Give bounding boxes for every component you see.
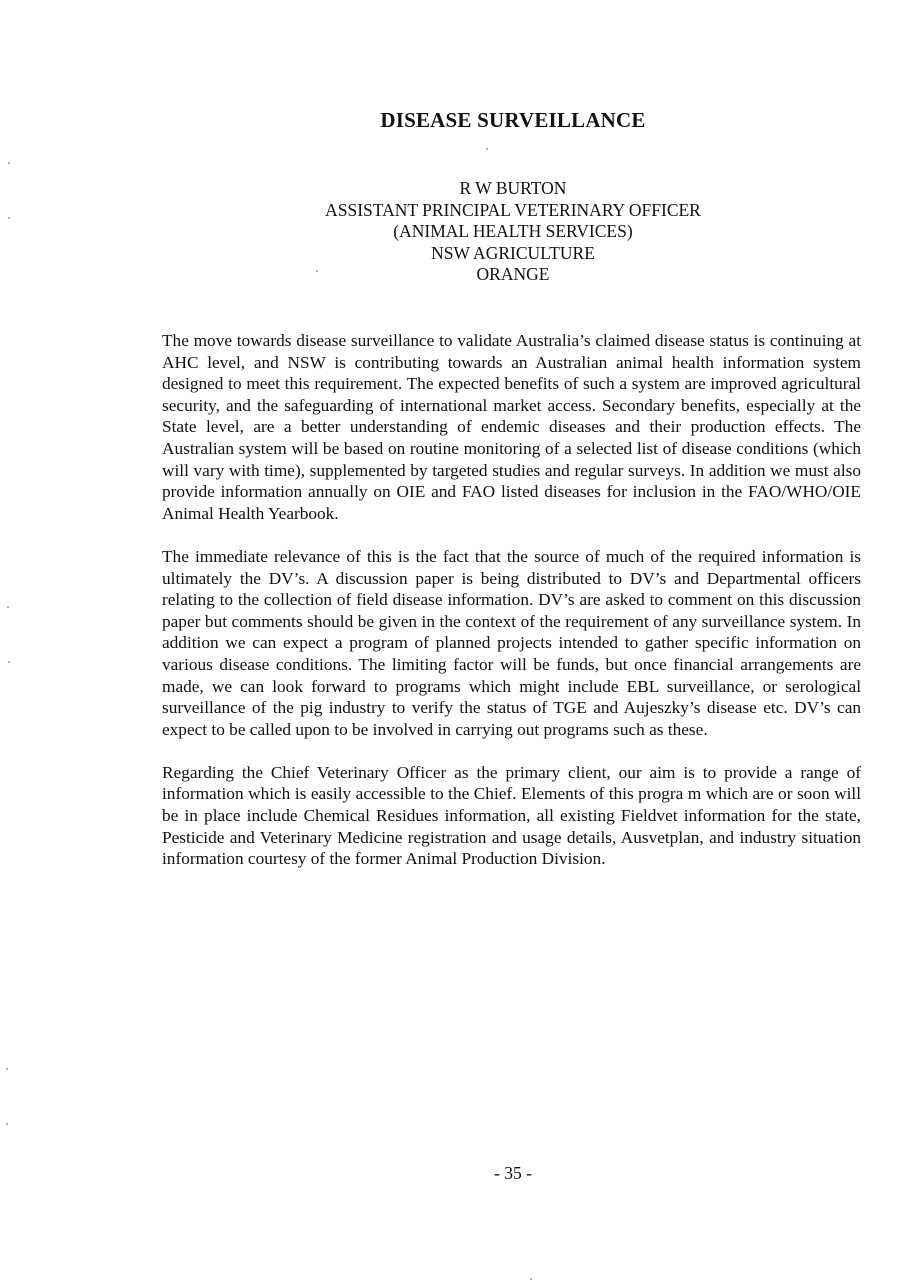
page-number: - 35 -	[494, 1163, 532, 1183]
scan-speck	[530, 1278, 532, 1280]
scan-speck	[8, 162, 10, 164]
author-organisation: NSW AGRICULTURE	[431, 242, 595, 263]
author-position: ASSISTANT PRINCIPAL VETERINARY OFFICER	[325, 199, 701, 220]
paragraph: Regarding the Chief Veterinary Officer as the primary client, our aim is to provide a range of information which is easily accessible to the Chief. Elements of this progra m which are or soon will be in place include Chemical Residues information, all existing Fieldvet information for the state, Pesticide and Veterinary Medicine registration and usage details, Ausvetplan, and industry situation information courtesy of the former Animal Production Division.	[162, 762, 861, 869]
scan-speck	[8, 217, 10, 219]
author-unit: (ANIMAL HEALTH SERVICES)	[393, 221, 633, 241]
scan-speck	[7, 606, 9, 608]
scan-speck	[6, 1123, 8, 1125]
author-block	[0, 178, 900, 286]
document-title: DISEASE SURVEILLANCE	[380, 108, 646, 132]
scan-speck	[6, 1068, 8, 1070]
body-text	[162, 330, 861, 891]
paragraph: The move towards disease surveillance to validate Australia’s claimed disease status is continuing at AHC level, and NSW is contributing towards an Australian animal health information system designed to meet this requirement. The expected benefits of such a system are improved agricultural security, and the safeguarding of international market access. Secondary benefits, especially at the State level, are a better understanding of endemic diseases and their production effects. The Australian system will be based on routine monitoring of a selected list of disease conditions (which will vary with time), supplemented by targeted studies and regular surveys. In addition we must also provide information annually on OIE and FAO listed diseases for inclusion in the FAO/WHO/OIE Animal Health Yearbook.	[162, 331, 861, 523]
scan-speck	[8, 661, 10, 663]
author-location: ORANGE	[476, 264, 550, 284]
scan-speck	[486, 148, 488, 150]
scan-speck	[316, 270, 318, 272]
paragraph: The immediate relevance of this is the fact that the source of much of the required information is ultimately the DV’s. A discussion paper is being distributed to DV’s and Departmental officers relating to the collection of field disease information. DV’s are asked to comment on this discussion paper but comments should be given in the context of the requirement of any surveillance system. In addition we can expect a program of planned projects intended to gather specific information on various disease conditions. The limiting factor will be funds, but once financial arrangements are made, we can look forward to programs which might include EBL surveillance, or serological surveillance of the pig industry to verify the status of TGE and Aujeszky’s disease etc. DV’s can expect to be called upon to be involved in carrying out programs such as these.	[162, 546, 861, 739]
author-name: R W BURTON	[459, 178, 567, 198]
